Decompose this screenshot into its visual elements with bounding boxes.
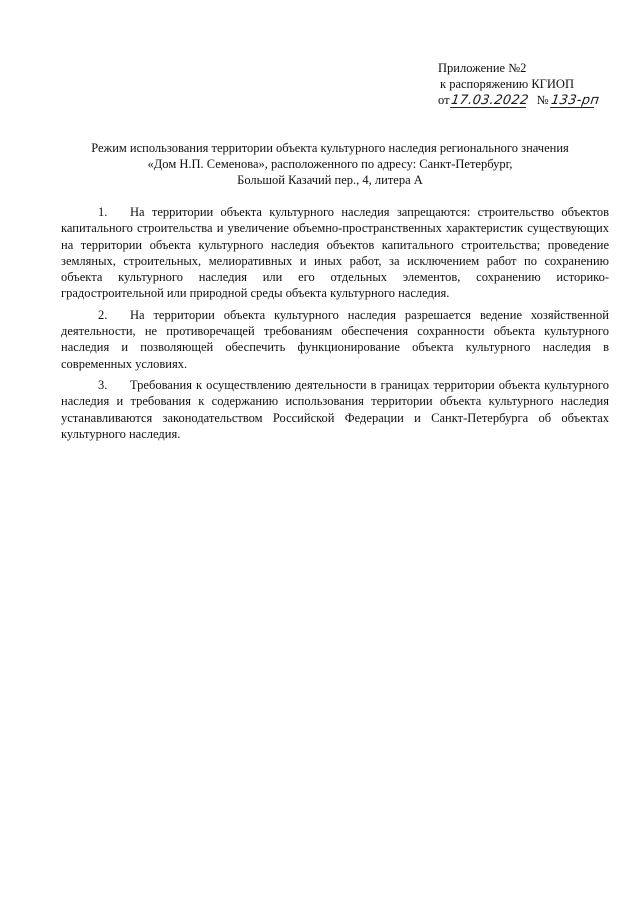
paragraph-number: 1.	[98, 205, 108, 219]
paragraph-text: На территории объекта культурного наследия запрещаются: строительство объектов капитального строительства и увеличение объемно-пространственных характеристик существующих на территории объекта культурного наследия объектов капитального строительства; проведение земляных, строительных, мелиоративных и иных работ, за исключением работ по сохранению объекта культурного наследия или его отдельных элементов, сохранению историко-градостроительной или природной среды объекта культурного наследия.	[61, 205, 609, 301]
paragraph-2	[61, 307, 609, 372]
date-label: от	[438, 93, 450, 107]
paragraph-1	[61, 204, 609, 302]
paragraph-text: На территории объекта культурного наследия разрешается ведение хозяйственной деятельности, не противоречащей требованиям обеспечения сохранности объекта культурного наследия и позволяющей обеспечить функционирование объекта культурного наследия в современных условиях.	[61, 307, 609, 371]
annex-order-reference: к распоряжению КГИОП	[440, 77, 574, 91]
document-title	[60, 140, 600, 188]
paragraph-number: 3.	[98, 377, 108, 392]
paragraph-text: Требования к осуществлению деятельности в границах территории объекта культурного наследия и требования к содержанию использования территории объекта культурного наследия устанавливаются законодательством Российской Федерации и Санкт-Петербурга об объектах культурного наследия.	[61, 377, 609, 441]
handwritten-number: 133-рп	[549, 93, 600, 108]
document-body	[61, 204, 609, 447]
annex-header	[438, 60, 628, 108]
annex-date-number-line	[438, 92, 628, 108]
title-line-3: Большой Казачий пер., 4, литера А	[237, 173, 423, 187]
number-label: №	[536, 93, 549, 107]
title-line-2: «Дом Н.П. Семенова», расположенного по адресу: Санкт-Петербург,	[147, 157, 513, 171]
title-line-1: Режим использования территории объекта культурного наследия регионального значения	[91, 141, 569, 155]
paragraph-3	[61, 377, 609, 442]
handwritten-date: 17.03.2022	[449, 93, 530, 108]
paragraph-number: 2.	[98, 307, 108, 322]
annex-title: Приложение №2	[438, 61, 527, 75]
